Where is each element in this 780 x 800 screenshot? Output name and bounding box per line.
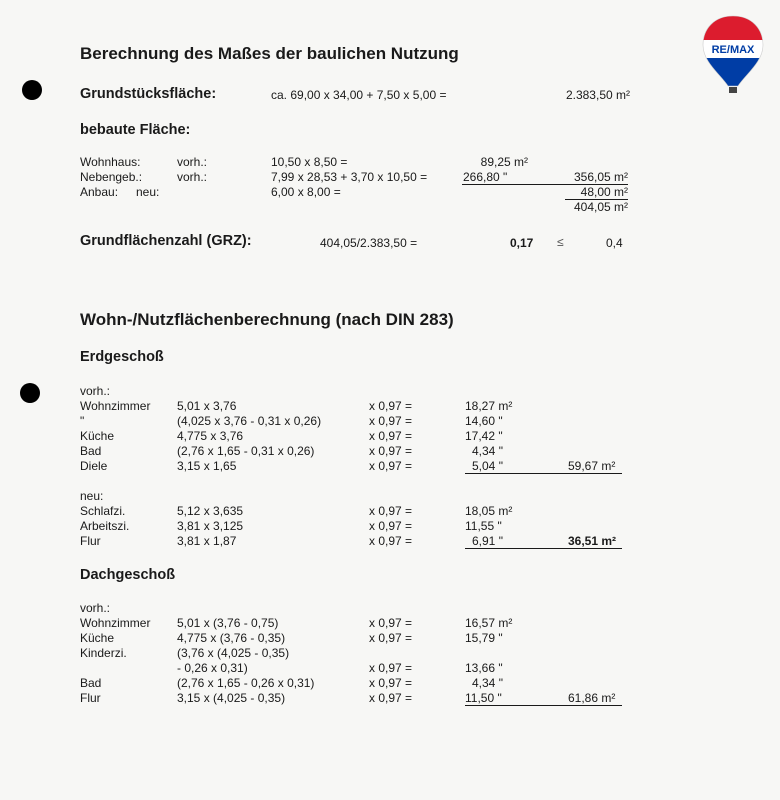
grz-label: Grundflächenzahl (GRZ):	[80, 233, 252, 249]
underline	[465, 548, 622, 549]
room-name: Flur	[80, 691, 101, 705]
group-label: vorh.:	[80, 601, 111, 615]
floor-title: Dachgeschoß	[80, 567, 176, 583]
room-factor: x 0,97 =	[369, 631, 413, 645]
bebaute-total: 404,05 m²	[573, 200, 628, 214]
room-value: 13,66 "	[465, 661, 503, 675]
room-name: Diele	[80, 459, 108, 473]
room-name: Schlafzi.	[80, 504, 126, 518]
room-factor: x 0,97 =	[369, 414, 413, 428]
grz-limit: 0,4	[606, 236, 623, 250]
row-label: Wohnhaus:	[80, 155, 141, 169]
room-name: Flur	[80, 534, 101, 548]
bullet-marker	[22, 80, 42, 100]
room-formula: 3,15 x (4,025 - 0,35)	[177, 691, 286, 705]
room-factor: x 0,97 =	[369, 616, 413, 630]
row-value: 266,80 "	[463, 170, 508, 184]
room-factor: x 0,97 =	[369, 459, 413, 473]
svg-text:RE/MAX: RE/MAX	[711, 44, 755, 56]
room-name: Küche	[80, 631, 115, 645]
row-label: Nebengeb.:	[80, 170, 143, 184]
row-subtotal: 48,00 m²	[580, 185, 628, 199]
room-value: 11,50 "	[465, 691, 502, 705]
grundstueck-formula: ca. 69,00 x 34,00 + 7,50 x 5,00 =	[271, 88, 447, 102]
row-formula: 10,50 x 8,50 =	[271, 155, 348, 169]
room-value: 14,60 "	[465, 414, 503, 428]
grundstueck-label: Grundstücksfläche:	[80, 86, 217, 102]
room-name: "	[80, 414, 85, 428]
room-name: Wohnzimmer	[80, 616, 151, 630]
floor-title: Erdgeschoß	[80, 349, 164, 365]
room-formula: (3,76 x (4,025 - 0,35)	[177, 646, 290, 660]
room-formula: 3,81 x 1,87	[177, 534, 237, 548]
section-title: Berechnung des Maßes der baulichen Nutzung	[80, 44, 459, 63]
section-title: Wohn-/Nutzflächenberechnung (nach DIN 283)	[80, 310, 454, 329]
room-factor: x 0,97 =	[369, 504, 413, 518]
room-factor: x 0,97 =	[369, 444, 413, 458]
room-value: 18,27 m²	[465, 399, 513, 413]
bullet-marker	[20, 383, 40, 403]
room-value: 18,05 m²	[465, 504, 513, 518]
group-label: neu:	[80, 489, 104, 503]
room-factor: x 0,97 =	[369, 661, 413, 675]
room-formula: 5,12 x 3,635	[177, 504, 244, 518]
room-value: 4,34 "	[472, 444, 503, 458]
room-formula: (2,76 x 1,65 - 0,26 x 0,31)	[177, 676, 315, 690]
room-factor: x 0,97 =	[369, 676, 413, 690]
room-name: Bad	[80, 676, 102, 690]
grundstueck-result: 2.383,50 m²	[565, 88, 630, 102]
room-subtotal: 36,51 m²	[568, 534, 617, 548]
room-formula: (4,025 x 3,76 - 0,31 x 0,26)	[177, 414, 322, 428]
grz-result: 0,17	[510, 236, 534, 250]
room-formula: 3,15 x 1,65	[177, 459, 237, 473]
group-label: vorh.:	[80, 384, 111, 398]
room-value: 11,55 "	[465, 519, 502, 533]
room-formula: 4,775 x (3,76 - 0,35)	[177, 631, 286, 645]
room-value: 17,42 "	[465, 429, 503, 443]
row-status: neu:	[136, 185, 160, 199]
room-value: 15,79 "	[465, 631, 503, 645]
room-factor: x 0,97 =	[369, 534, 413, 548]
underline	[465, 705, 622, 706]
room-name: Küche	[80, 429, 115, 443]
row-formula: 7,99 x 28,53 + 3,70 x 10,50 =	[271, 170, 428, 184]
row-formula: 6,00 x 8,00 =	[271, 185, 341, 199]
room-value: 16,57 m²	[465, 616, 513, 630]
remax-balloon-logo	[700, 14, 766, 96]
room-formula: 5,01 x 3,76	[177, 399, 237, 413]
room-name: Wohnzimmer	[80, 399, 151, 413]
room-formula: 4,775 x 3,76	[177, 429, 244, 443]
room-value: 6,91 "	[472, 534, 503, 548]
room-formula: (2,76 x 1,65 - 0,31 x 0,26)	[177, 444, 315, 458]
bebaute-title: bebaute Fläche:	[80, 122, 191, 138]
row-status: vorh.:	[177, 170, 208, 184]
room-formula: 3,81 x 3,125	[177, 519, 244, 533]
room-value: 4,34 "	[472, 676, 503, 690]
grz-relation: ≤	[557, 235, 564, 249]
room-factor: x 0,97 =	[369, 691, 413, 705]
row-label: Anbau:	[80, 185, 119, 199]
row-subtotal: 356,05 m²	[573, 170, 628, 184]
grz-formula: 404,05/2.383,50 =	[320, 236, 418, 250]
room-factor: x 0,97 =	[369, 399, 413, 413]
row-status: vorh.:	[177, 155, 208, 169]
room-subtotal: 61,86 m²	[568, 691, 616, 705]
row-value: 89,25 m²	[480, 155, 528, 169]
room-formula: 5,01 x (3,76 - 0,75)	[177, 616, 279, 630]
room-factor: x 0,97 =	[369, 429, 413, 443]
room-name: Kinderzi.	[80, 646, 127, 660]
room-value: 5,04 "	[472, 459, 503, 473]
room-name: Bad	[80, 444, 102, 458]
room-formula: - 0,26 x 0,31)	[177, 661, 248, 675]
room-factor: x 0,97 =	[369, 519, 413, 533]
underline	[465, 473, 622, 474]
room-subtotal: 59,67 m²	[568, 459, 616, 473]
room-name: Arbeitszi.	[80, 519, 130, 533]
